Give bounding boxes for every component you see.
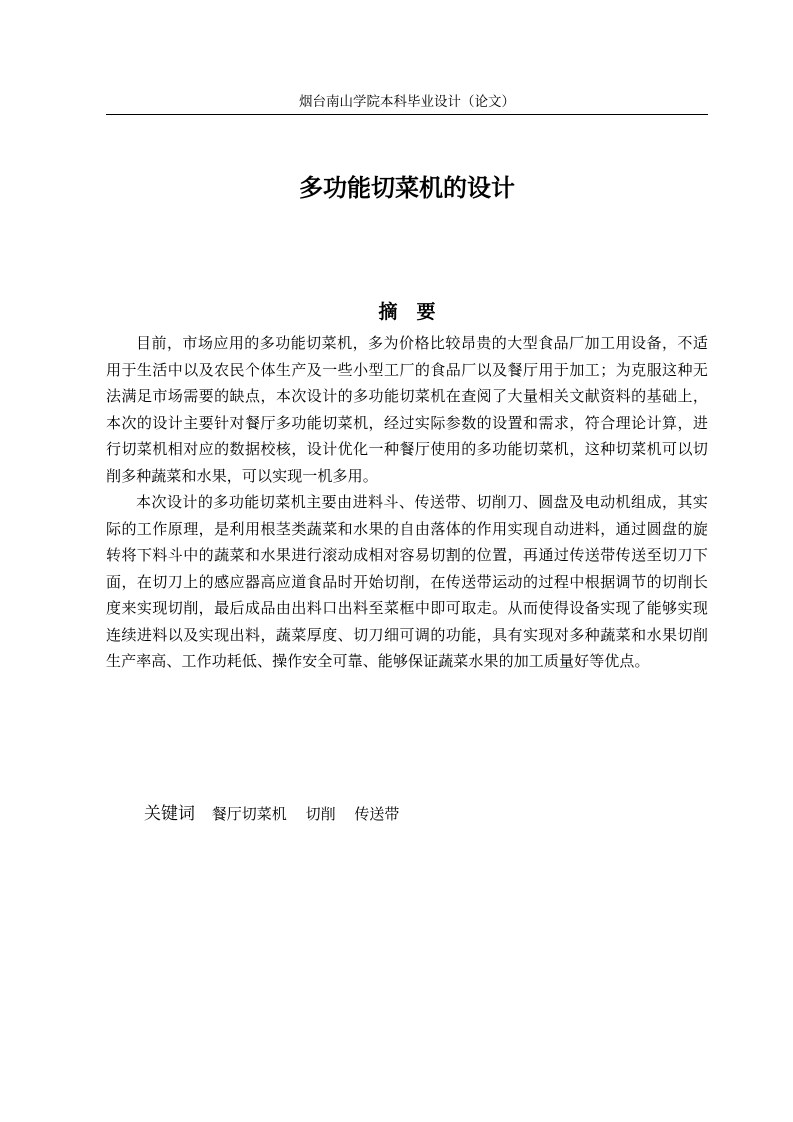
keyword-item: 传送带 — [354, 805, 400, 823]
keywords-label: 关键词 — [144, 804, 195, 824]
abstract-body — [106, 330, 708, 675]
keyword-item: 切削 — [305, 805, 336, 823]
keywords-line — [144, 801, 704, 827]
abstract-heading: 摘 要 — [378, 301, 436, 323]
abstract-paragraph: 目前，市场应用的多功能切菜机，多为价格比较昂贵的大型食品厂加工用设备，不适用于生活中以及农民个体生产及一些小型工厂的食品厂以及餐厅用于加工；为克服这种无法满足市场需要的缺点，本次设计的多功能切菜机在查阅了大量相关文献资料的基础上，本次的设计主要针对餐厅多功能切菜机，经过实际参数的设置和需求，符合理论计算，进行切菜机相对应的数据校核，设计优化一种餐厅使用的多功能切菜机，这种切菜机可以切削多种蔬菜和水果，可以实现一机多用。 — [106, 334, 708, 485]
document-title: 多功能切菜机的设计 — [299, 174, 515, 202]
abstract-paragraph: 本次设计的多功能切菜机主要由进料斗、传送带、切削刀、圆盘及电动机组成，其实际的工作原理，是利用根茎类蔬菜和水果的自由落体的作用实现自动进料，通过圆盘的旋转将下料斗中的蔬菜和水果进行滚动成相对容易切割的位置，再通过传送带传送至切刀下面，在切刀上的感应器高应道食品时开始切削，在传送带运动的过程中根据调节的切削长度来实现切削，最后成品由出料口出料至菜框中即可取走。从而使得设备实现了能够实现连续进料以及实现出料，蔬菜厚度、切刀细可调的功能，具有实现对多种蔬菜和水果切削生产率高、工作功耗低、操作安全可靠、能够保证蔬菜水果的加工质量好等优点。 — [106, 493, 708, 670]
keyword-item: 餐厅切菜机 — [211, 805, 287, 823]
header-text: 烟台南山学院本科毕业设计（论文） — [299, 94, 515, 110]
page-header — [106, 92, 708, 115]
